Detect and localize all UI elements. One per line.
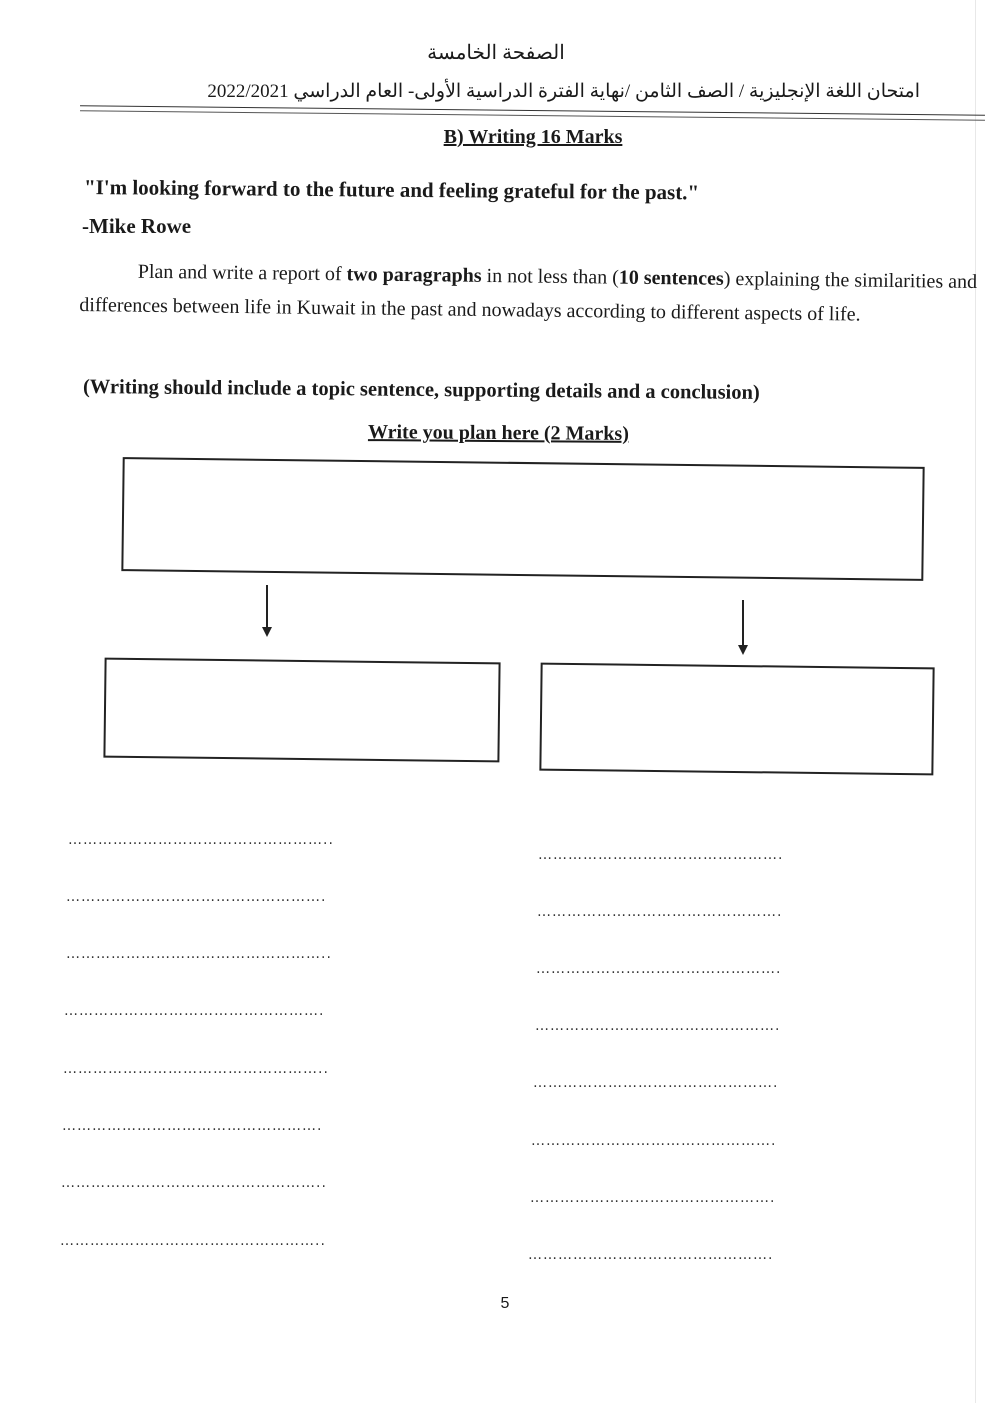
page-number: 5 (500, 1295, 510, 1312)
answer-line-right-2[interactable]: …………………………………………. (537, 904, 783, 920)
answer-line-left-4[interactable]: ……………………………………………. (64, 1003, 325, 1019)
instructions-part2: in not less than ( (481, 264, 619, 289)
answer-line-left-3[interactable]: …………………………………………….. (66, 946, 332, 962)
instructions-paragraph (79, 254, 980, 333)
exam-header: امتحان اللغة الإنجليزية / الصف الثامن /نهاية الفترة الدراسية الأولى- العام الدراسي 2022/2021 (207, 81, 920, 102)
arrow-down-left-icon (262, 585, 272, 637)
instructions-part1: Plan and write a report of (137, 260, 347, 286)
instructions-part3: ) explaining the similarities and differences between life in Kuwait in the past and nowadays according to different aspects of life. (79, 267, 978, 326)
answer-line-right-8[interactable]: …………………………………………. (528, 1247, 774, 1263)
quote-author: -Mike Rowe (82, 214, 192, 238)
answer-line-left-6[interactable]: ……………………………………………. (62, 1118, 323, 1134)
answer-line-right-4[interactable]: …………………………………………. (535, 1018, 781, 1034)
instructions-bold-sentences: 10 sentences (618, 266, 724, 290)
plan-topic-box[interactable] (121, 457, 924, 581)
arrow-down-right-icon (738, 600, 748, 655)
header-rule-secondary (80, 110, 985, 120)
answer-line-left-8[interactable]: …………………………………………….. (60, 1233, 326, 1249)
answer-line-right-3[interactable]: …………………………………………. (536, 961, 782, 977)
quote-text: "I'm looking forward to the future and feeling grateful for the past." (83, 175, 700, 205)
page-label: الصفحة الخامسة (427, 42, 565, 64)
plan-past-box[interactable] (103, 658, 500, 763)
answer-line-left-1[interactable]: …………………………………………….. (68, 832, 334, 848)
answer-line-right-7[interactable]: …………………………………………. (530, 1190, 776, 1206)
answer-line-left-2[interactable]: ……………………………………………. (66, 889, 327, 905)
answer-line-left-7[interactable]: …………………………………………….. (61, 1175, 327, 1191)
answer-line-right-6[interactable]: …………………………………………. (531, 1133, 777, 1149)
writing-note: (Writing should include a topic sentence, supporting details and a conclusion) (82, 376, 760, 404)
instructions-bold-paragraphs: two paragraphs (346, 263, 482, 287)
plan-present-box[interactable] (539, 663, 934, 776)
answer-line-right-1[interactable]: …………………………………………. (538, 847, 784, 863)
scan-edge (975, 0, 976, 1403)
section-title: B) Writing 16 Marks (443, 126, 623, 148)
answer-line-left-5[interactable]: …………………………………………….. (63, 1061, 329, 1077)
answer-line-right-5[interactable]: …………………………………………. (533, 1075, 779, 1091)
plan-title: Write you plan here (2 Marks) (367, 421, 629, 445)
